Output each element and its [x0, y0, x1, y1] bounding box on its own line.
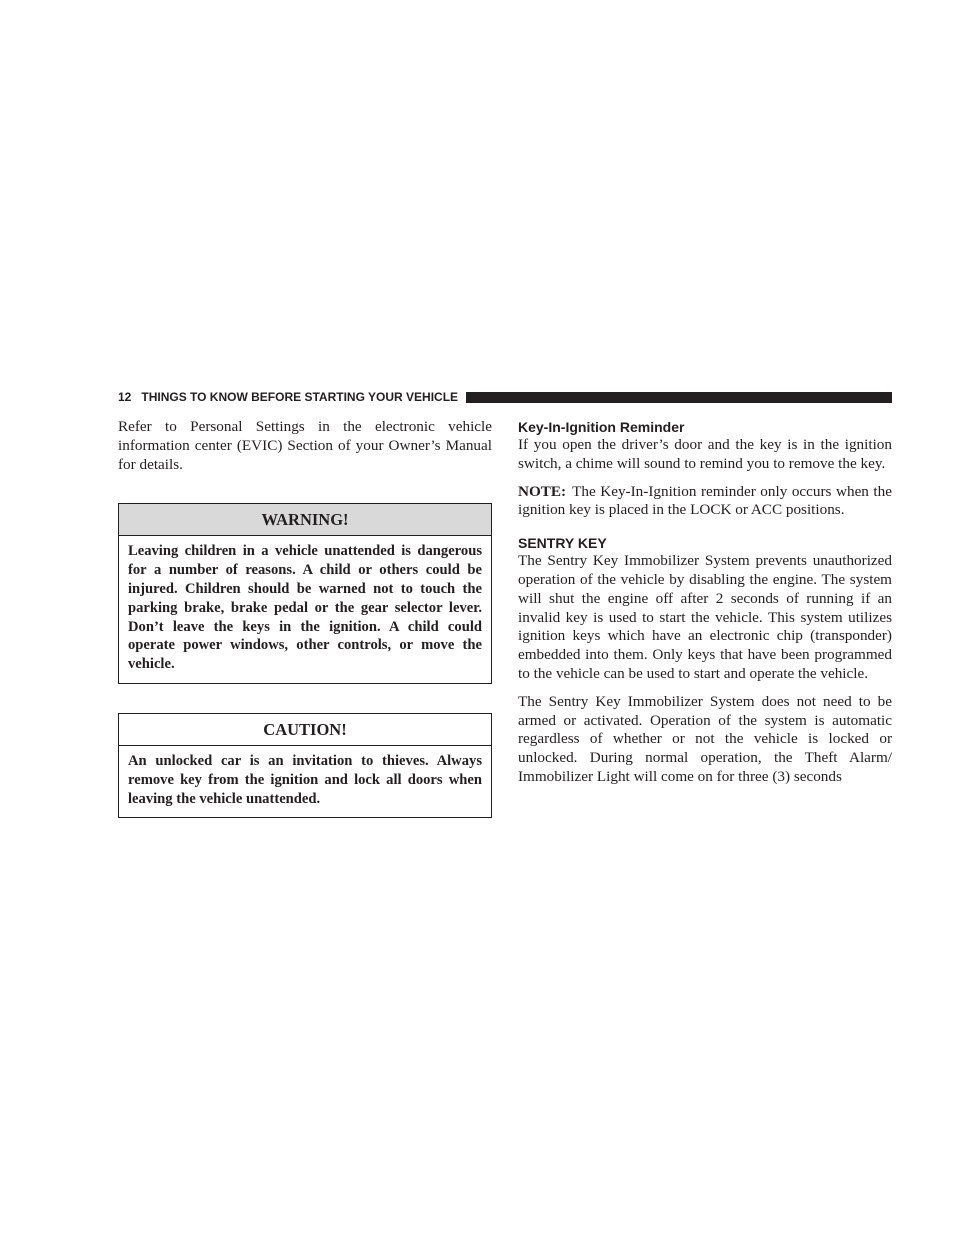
note-paragraph: [518, 483, 892, 521]
left-column: [118, 418, 492, 818]
header-rule-bar: [466, 392, 892, 403]
page-number: 12: [118, 390, 132, 404]
note-text: The Key-In-Ignition reminder only occurs when the ignition key is placed in the LOCK or ACC positions.: [518, 482, 892, 519]
intro-paragraph: Refer to Personal Settings in the electronic vehicle information center (EVIC) Section of your Owner’s Manual for details.: [118, 418, 492, 473]
warning-title: WARNING!: [119, 504, 491, 536]
caution-title: CAUTION!: [119, 714, 491, 746]
section-title: THINGS TO KNOW BEFORE STARTING YOUR VEHICLE: [141, 390, 459, 404]
key-reminder-heading: Key-In-Ignition Reminder: [518, 419, 685, 435]
caution-text: An unlocked car is an invitation to thieves. Always remove key from the ignition and lock all doors when leaving the vehicle unattended.: [128, 752, 482, 807]
sentry-key-paragraph-2: The Sentry Key Immobilizer System does not need to be armed or activated. Operation of the system is automatic regardless of whether or not the vehicle is locked or unlocked. During normal operation, the Theft Alarm/ Immobilizer Light will come on for three (3) seconds: [518, 692, 892, 785]
warning-text: Leaving children in a vehicle unattended is dangerous for a number of reasons. A child or others could be injured. Children should be warned not to touch the parking brake, brake pedal or the gear selector lever. Don’t leave the keys in the ignition. A child could operate power windows, other controls, or move the vehicle.: [128, 543, 482, 673]
right-column: [518, 418, 892, 787]
page-header: [118, 389, 892, 405]
sentry-key-heading: SENTRY KEY: [518, 535, 607, 552]
warning-box: [118, 503, 492, 684]
caution-box: [118, 713, 492, 818]
key-reminder-paragraph: If you open the driver’s door and the key is in the ignition switch, a chime will sound to remind you to remove the key.: [518, 436, 892, 472]
note-label: NOTE:: [518, 482, 567, 500]
sentry-key-paragraph-1: The Sentry Key Immobilizer System prevents unauthorized operation of the vehicle by disabling the engine. The system will shut the engine off after 2 seconds of running if an invalid key is used to start the vehicle. This system utilizes ignition keys which have an electronic chip (transponder) embedded into them. Only keys that have been programmed to the vehicle can be used to start and operate the vehicle.: [518, 552, 892, 682]
